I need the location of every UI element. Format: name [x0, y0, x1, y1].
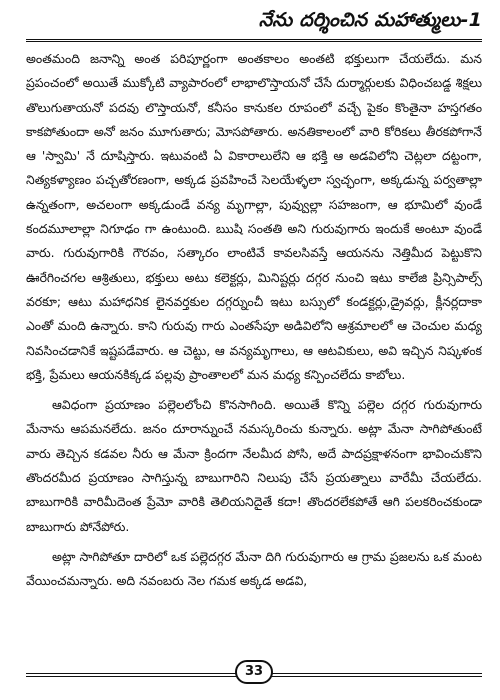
- paragraph: ఆవిధంగా ప్రయాణం పల్లెలలోంచి కొనసాగింది. అయితే కొన్ని పల్లెల దగ్గర గురువుగారు మేనాను ఆపమనలేదు. జనం దూరాన్నుంచే నమస్కరించు కున్నారు. అట్లా మేనా సాగిపోతుంటే వారు తెచ్చిన కడవల నీరు ఆ మేనా క్రిందగా నేలమీద పోసి, అదే పాదప్రక్షాళనంగా భావించుకొని తొందరమీద ప్రయాణం సాగిస్తున్న బాబుగారిని నిలుపు చేసే ప్రయత్నాలు వారేమీ చేయలేదు. బాబుగారికి వారిమీదెంత ప్రేమో వారికి తెలియనిదైతే కదా! తొందరలేకపోతే ఆగి పలకరించకుండా బాబుగారు పోనేపోరు.: [26, 397, 482, 534]
- page-number: 33: [235, 660, 273, 684]
- page-footer: [26, 660, 482, 686]
- paragraph: అట్లా సాగిపోతూ దారిలో ఒక పల్లెదగ్గర మేనా దిగి గురువుగారు ఆ గ్రామ ప్రజలను ఒక మంట వేయించమన్నారు. అది నవంబరు నెల గమక అక్కడ అడవి,: [26, 548, 482, 589]
- running-header: [26, 9, 482, 42]
- page-header-title: నేను దర్శించిన మహాత్ములు-1: [258, 9, 482, 31]
- body-text: [26, 47, 482, 655]
- paragraph: అంతమంది జనాన్ని అంత పరిపూర్ణంగా అంతకాలం అంతటి భక్తులుగా చేయలేదు. మన ప్రపంచంలో అయితే ముక్కోటి వ్యాపారంలో లాభాలొస్తాయనో చేసే దుర్మార్గులకు విధించబడ్డ శిక్షలు తొలుగుతాయనో పదవు లొస్తాయనో, కనీసం కానుకల రూపంలో వచ్చే పైకం కొంతైనా హస్తగతం కాకపోతుందా అనో జనం మూగుతారు; మోసపోతారు. అనతికాలంలో వారి కోరికలు తీరకపోగానే ఆ 'స్వామి' నే దూషిస్తారు. ఇటువంటి ఏ వికారాలులేని ఆ భక్తి ఆ అడవిలోని చెట్లలా దట్టంగా, నిత్యకళ్యాణం పచ్చతోరణంగా, అక్కడ ప్రవహించే సెలయేళ్ళలా స్వచ్ఛంగా, అక్కడున్న పర్వతాల్లా ఉన్నతంగా, అచలంగా అక్కడుండే వన్య మృగాల్లా, పువ్వుల్లా సహజంగా, ఆ భూమిలో వుండే కందమూలాల్లా నిగూఢం గా ఉంటుంది. ఋషి సంతతి అని గురువుగారు ఇందుకే అంటూ వుండే వారు. గురువుగారికి గౌరవం, సత్కారం లాంటివే కావలసివస్తే ఆయనను నెత్తిమీద పెట్టుకొని ఊరేగించగల ఆశ్రితులు, భక్తులు అటు కలెక్టర్లు, మినిష్టర్లు దగ్గర నుంచి ఇటు కాలేజి ప్రిన్సిపాల్స్ వరకూ; ఆటు మహాధనిక లైనవర్తకుల దగ్గర్నుంచీ ఇటు బస్సులో కండక్టర్లు,డ్రైవర్లు, క్లీనర్లదాకా ఎంతో మంది ఉన్నారు. కాని గురువు గారు ఎంతసేపూ అడివిలోని ఆశ్రమాలలో ఆ చెంచుల మధ్య నివసించడానికే ఇష్టపడేవారు. ఆ చెట్టు, ఆ వన్యమృగాలు, ఆ ఆటవికులు, అవి ఇచ్చిన నిష్కళంక భక్తి, ప్రేమలు ఆయనకిక్కడ పల్లవు ప్రాంతాలలో మన మధ్య కన్పించలేదు కాబోలు.: [26, 51, 482, 382]
